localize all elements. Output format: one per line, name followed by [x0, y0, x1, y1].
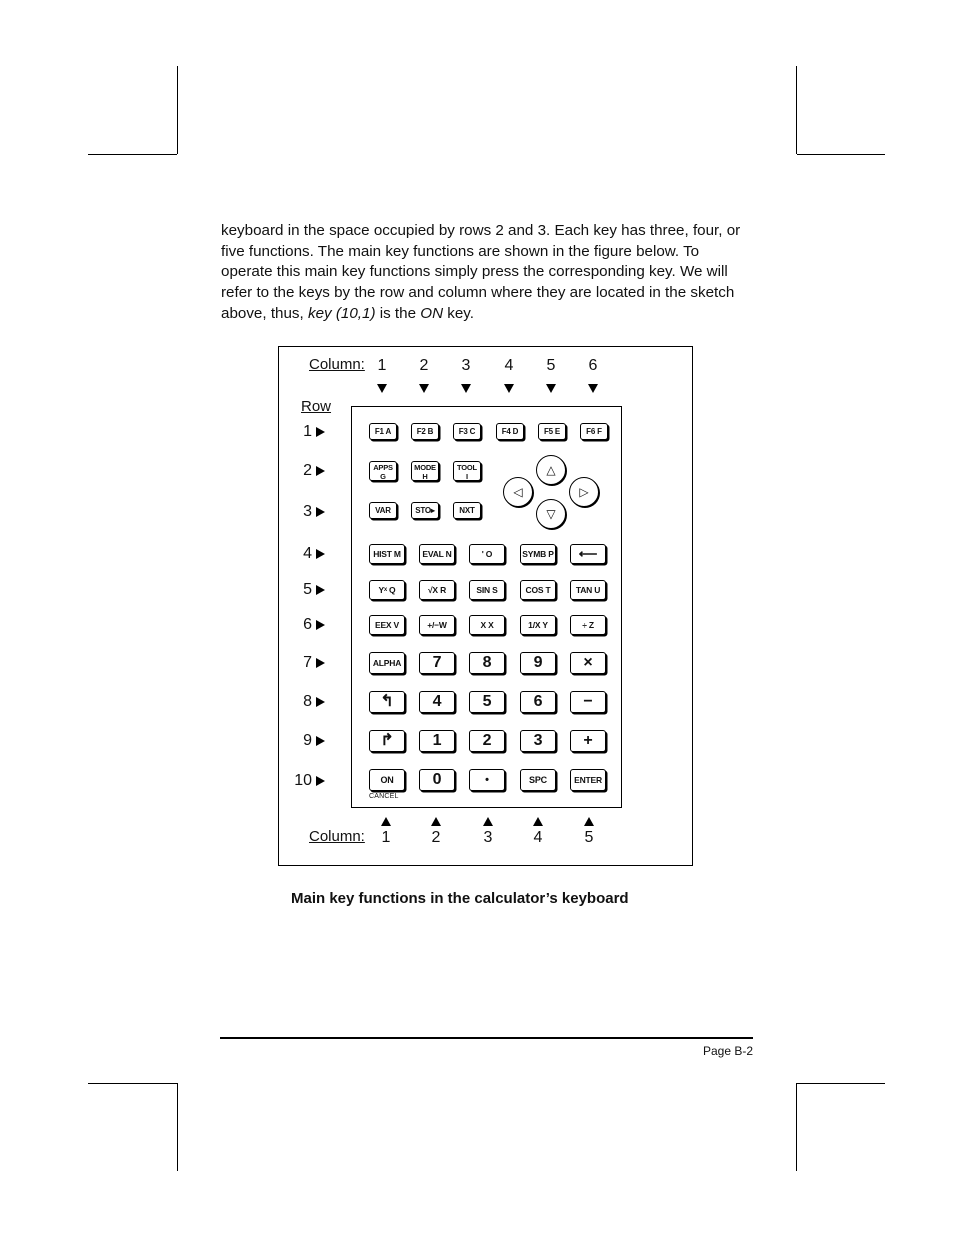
paragraph-italic-on: ON — [420, 304, 444, 322]
key-cos[interactable]: COS T — [520, 580, 556, 600]
down-arrow-icon — [546, 384, 556, 393]
key-3[interactable]: 3 — [520, 730, 556, 752]
bottom-column-5: 5 — [584, 829, 594, 846]
arrow-right-key[interactable]: ▷ — [569, 477, 599, 507]
up-arrow-icon — [483, 817, 493, 826]
bottom-column-3: 3 — [483, 829, 493, 846]
bottom-column-4: 4 — [533, 829, 543, 846]
down-arrow-icon — [588, 384, 598, 393]
key-spc[interactable]: SPC — [520, 769, 556, 791]
key-on[interactable]: ON — [369, 769, 405, 791]
row-number-9: 9 — [303, 732, 312, 749]
key-4[interactable]: 4 — [419, 691, 455, 713]
key-nxt[interactable]: NXT — [453, 502, 481, 519]
down-arrow-icon — [504, 384, 514, 393]
key-tool-sub: I — [466, 472, 468, 481]
key-f5[interactable]: F5 E — [538, 423, 566, 440]
up-arrow-icon — [381, 817, 391, 826]
cancel-label: CANCEL — [369, 793, 399, 800]
key-mode-label: MODE — [414, 463, 436, 472]
key-eval[interactable]: EVAL N — [419, 544, 455, 564]
paragraph-text: keyboard in the space occupied by rows 2 and 3. Each key has three, four, or five functions. The main key functions are shown in the figure below. To operate this main key functions simply press the corresponding key. We will refer to the keys by the row and column where they are located in the sketch above, thus, — [221, 222, 741, 322]
paragraph-text-2: is the — [375, 304, 421, 322]
key-1[interactable]: 1 — [419, 730, 455, 752]
right-arrow-icon — [316, 658, 325, 668]
keyboard-panel — [351, 406, 622, 808]
key-right-shift[interactable]: ↱ — [369, 730, 405, 752]
key-apps-label: APPS — [373, 463, 393, 472]
row-number-8: 8 — [303, 693, 312, 710]
crop-mark-bottom-right-horizontal — [797, 1083, 885, 1084]
crop-mark-top-right-vertical — [796, 66, 797, 154]
arrow-up-key[interactable]: △ — [536, 455, 566, 485]
key-left-shift[interactable]: ↰ — [369, 691, 405, 713]
right-arrow-icon — [316, 466, 325, 476]
right-arrow-icon — [316, 549, 325, 559]
body-paragraph — [221, 221, 751, 325]
key-alpha[interactable]: ALPHA — [369, 652, 405, 674]
right-arrow-icon — [316, 776, 325, 786]
paragraph-text-3: key. — [443, 304, 474, 322]
keyboard-figure — [278, 346, 693, 866]
key-6[interactable]: 6 — [520, 691, 556, 713]
up-arrow-icon — [584, 817, 594, 826]
paragraph-italic-key: key (10,1) — [307, 304, 376, 322]
key-8[interactable]: 8 — [469, 652, 505, 674]
key-f4[interactable]: F4 D — [496, 423, 524, 440]
down-arrow-icon — [419, 384, 429, 393]
row-label: Row — [301, 398, 332, 415]
key-tick[interactable]: ' O — [469, 544, 505, 564]
key-tan[interactable]: TAN U — [570, 580, 606, 600]
key-symb[interactable]: SYMB P — [520, 544, 556, 564]
row-number-1: 1 — [303, 423, 312, 440]
key-0[interactable]: 0 — [419, 769, 455, 791]
figure-caption: Main key functions in the calculator’s keyboard — [291, 890, 629, 907]
down-arrow-icon — [461, 384, 471, 393]
right-arrow-icon — [316, 585, 325, 595]
top-column-3: 3 — [461, 357, 471, 374]
key-x[interactable]: X X — [469, 615, 505, 635]
key-subtract[interactable]: − — [570, 691, 606, 713]
crop-mark-top-left-horizontal — [88, 154, 177, 155]
key-9[interactable]: 9 — [520, 652, 556, 674]
top-column-1: 1 — [377, 357, 387, 374]
row-number-2: 2 — [303, 462, 312, 479]
key-f6[interactable]: F6 F — [580, 423, 608, 440]
row-number-4: 4 — [303, 545, 312, 562]
key-tool-label: TOOL — [457, 463, 477, 472]
key-sto[interactable]: STO▸ — [411, 502, 439, 519]
key-add[interactable]: + — [570, 730, 606, 752]
key-backspace[interactable]: ⟵ — [570, 544, 606, 564]
key-f1[interactable]: F1 A — [369, 423, 397, 440]
up-arrow-icon — [533, 817, 543, 826]
key-f3[interactable]: F3 C — [453, 423, 481, 440]
row-number-7: 7 — [303, 654, 312, 671]
top-column-6: 6 — [588, 357, 598, 374]
crop-mark-top-right-horizontal — [797, 154, 885, 155]
key-apps[interactable] — [369, 461, 397, 481]
crop-mark-bottom-right-vertical — [796, 1083, 797, 1171]
key-var[interactable]: VAR — [369, 502, 397, 519]
row-number-10: 10 — [294, 772, 312, 789]
arrow-left-key[interactable]: ◁ — [503, 477, 533, 507]
key-multiply[interactable]: × — [570, 652, 606, 674]
row-number-3: 3 — [303, 503, 312, 520]
key-dot[interactable]: • — [469, 769, 505, 791]
key-eex[interactable]: EEX V — [369, 615, 405, 635]
key-mode[interactable] — [411, 461, 439, 481]
up-arrow-icon — [431, 817, 441, 826]
key-neg[interactable]: +/−W — [419, 615, 455, 635]
key-sin[interactable]: SIN S — [469, 580, 505, 600]
key-f2[interactable]: F2 B — [411, 423, 439, 440]
right-arrow-icon — [316, 697, 325, 707]
key-hist[interactable]: HIST M — [369, 544, 405, 564]
arrow-down-key[interactable]: ▽ — [536, 499, 566, 529]
row-number-6: 6 — [303, 616, 312, 633]
bottom-column-2: 2 — [431, 829, 441, 846]
column-label-top: Column: — [309, 356, 365, 373]
top-column-4: 4 — [504, 357, 514, 374]
key-apps-sub: G — [380, 472, 386, 481]
bottom-column-1: 1 — [381, 829, 391, 846]
key-sqrt[interactable]: √X R — [419, 580, 455, 600]
key-mode-sub: H — [422, 472, 428, 481]
key-inverse[interactable]: 1/X Y — [520, 615, 556, 635]
key-divide[interactable]: ÷ Z — [570, 615, 606, 635]
key-tool[interactable] — [453, 461, 481, 481]
key-2[interactable]: 2 — [469, 730, 505, 752]
top-column-2: 2 — [419, 357, 429, 374]
page-number: Page B-2 — [703, 1044, 754, 1058]
key-enter[interactable]: ENTER — [570, 769, 606, 791]
column-label-bottom: Column: — [309, 828, 365, 845]
key-yx[interactable]: Yˣ Q — [369, 580, 405, 600]
footer-rule — [220, 1037, 753, 1039]
key-7[interactable]: 7 — [419, 652, 455, 674]
crop-mark-bottom-left-vertical — [177, 1083, 178, 1171]
crop-mark-top-left-vertical — [177, 66, 178, 154]
right-arrow-icon — [316, 620, 325, 630]
down-arrow-icon — [377, 384, 387, 393]
right-arrow-icon — [316, 427, 325, 437]
top-column-5: 5 — [546, 357, 556, 374]
crop-mark-bottom-left-horizontal — [88, 1083, 177, 1084]
right-arrow-icon — [316, 736, 325, 746]
key-5[interactable]: 5 — [469, 691, 505, 713]
row-number-5: 5 — [303, 581, 312, 598]
right-arrow-icon — [316, 507, 325, 517]
